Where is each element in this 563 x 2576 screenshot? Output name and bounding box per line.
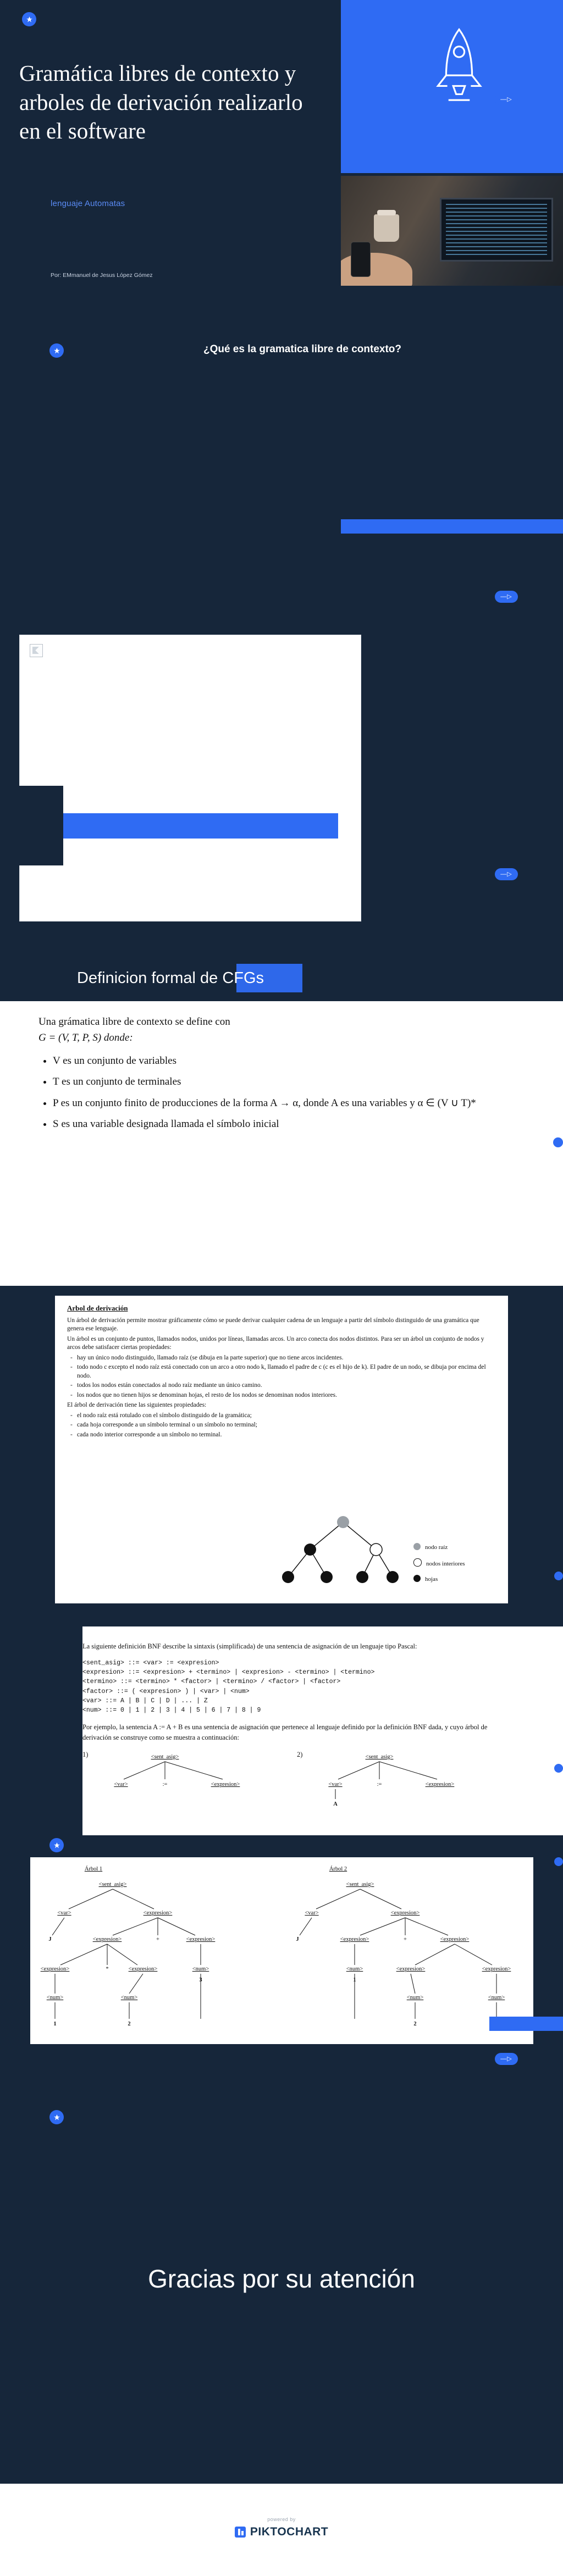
tree2-num-1: <num> <box>406 1995 424 2001</box>
piktochart-logo[interactable] <box>235 2525 328 2539</box>
tree1-num-2: <num> <box>120 1995 138 2001</box>
slide5-prop-item: - cada hoja corresponde a un símbolo terminal o un símbolo no terminal; <box>77 1421 496 1430</box>
slide5-prop-item: - el nodo raíz está rotulado con el símbolo distinguido de la gramática; <box>77 1412 496 1420</box>
slide1-badge-icon <box>22 12 36 26</box>
tree2-expr-rl: <expresion> <box>396 1966 426 1972</box>
tree2-num-2: <num> <box>488 1995 505 2001</box>
tree1-leaf-2: 2 <box>128 2021 131 2027</box>
slide-title <box>0 0 563 330</box>
slide-definicion-formal <box>0 956 563 1286</box>
tree1-op2: * <box>106 1966 109 1972</box>
legend-label: hojas <box>425 1576 438 1583</box>
tree1-num-1: <num> <box>46 1995 64 2001</box>
tree1-expr-r: <expresion> <box>186 1936 216 1942</box>
slide4-body <box>38 1014 522 1137</box>
slide3-dark-block <box>0 786 63 865</box>
slide6-paragraph: Por ejemplo, la sentencia A := A + B es una sentencia de asignación que pertenece al lenguaje definido por la definición BNF dada, y cuyo árbol de derivación se construye como se muestra a continuación: <box>82 1723 488 1741</box>
bnf-line: <expresion> ::= <expresion> + <termino> | <expresion> - <termino> | <termino> <box>82 1669 375 1676</box>
slide1-subtitle: lenguaje Automatas <box>51 199 125 208</box>
slide7-dot-marker <box>554 1857 563 1866</box>
tree1-title: Árbol 1 <box>84 1866 103 1872</box>
tree2-var: <var> <box>305 1910 319 1916</box>
tree1-expr-lr: <expresion> <box>128 1966 158 1972</box>
slide6-dot-marker <box>554 1764 563 1773</box>
slide-bnf <box>0 1626 563 1835</box>
tree1-expr: <expresion> <box>143 1910 173 1916</box>
example2-right: <expresion> <box>425 1781 455 1787</box>
page-title: Gramática libres de contexto y arboles de derivación realizarlo en el software <box>19 60 303 144</box>
example2-root: <sent_asig> <box>365 1753 394 1760</box>
legend-inner-swatch <box>413 1558 422 1567</box>
phone-graphic <box>351 242 371 277</box>
slide4-bullet: • T es un conjunto de terminales <box>53 1074 522 1090</box>
slide5-prop-item: - cada nodo interior corresponde a un símbolo no terminal. <box>77 1431 496 1440</box>
tree1-var-leaf: J <box>48 1936 52 1942</box>
slide5-prop-list <box>77 1354 496 1400</box>
example2-tree <box>308 1750 489 1810</box>
tree2-leaf-1: 1 <box>353 1977 356 1983</box>
slide-arbol-derivacion <box>0 1286 563 1626</box>
bnf-line: <factor> ::= ( <expresion> ) | <var> | <num> <box>82 1687 250 1695</box>
powered-by-label: powered by <box>267 2517 296 2522</box>
tree2-num-l: <num> <box>346 1966 363 1972</box>
slide-image-placeholder <box>0 626 563 956</box>
tree2-expr-r: <expresion> <box>440 1936 470 1942</box>
slide7-badge-icon <box>49 1838 64 1852</box>
slide5-prop-item: - todo nodo c excepto el nodo raíz está conectado con un arco a otro nodo k, llamado el padre de c (c es el hijo de k). El padre de un nodo, se dibuja por encima del nodo. <box>77 1363 496 1380</box>
monitor-graphic <box>440 198 553 262</box>
slide2-blue-bar <box>341 519 563 534</box>
slide4-bullet: • V es un conjunto de variables <box>53 1053 522 1069</box>
example1-left: <var> <box>114 1781 128 1787</box>
slide6-paragraph: La siguiente definición BNF describe la sintaxis (simplificada) de una sentencia de asignación de un lenguaje tipo Pascal: <box>82 1642 417 1650</box>
footer <box>0 2484 563 2576</box>
legend-label: nodo raíz <box>425 1544 448 1551</box>
example1-tree <box>93 1750 275 1810</box>
slide3-white-card <box>19 635 361 921</box>
thanks-text: Gracias por su atención <box>148 2264 415 2293</box>
tree1-num-r: <num> <box>192 1966 209 1972</box>
example1-right: <expresion> <box>211 1781 240 1787</box>
slide4-bullet: • S es una variable designada llamada el símbolo inicial <box>53 1116 522 1132</box>
tree1-expr-l: <expresion> <box>92 1936 122 1942</box>
example2-left: <var> <box>328 1781 343 1787</box>
example1-op: := <box>162 1781 168 1787</box>
piktochart-mark-icon <box>235 2527 246 2538</box>
slide4-intro-line2: G = (V, T, P, S) donde: <box>38 1032 133 1044</box>
slide5-paragraph: Un árbol es un conjunto de puntos, llamados nodos, unidos por líneas, llamadas arcos. Un arco conecta dos nodos distintos. Para ser un árbol un conjunto de nodos y arcos debe satisfacer ciertas propiedades: <box>67 1335 484 1351</box>
slide5-prop-list-2 <box>77 1412 496 1440</box>
slide7-white-card <box>30 1857 533 2044</box>
legend-label: nodos interiores <box>426 1561 465 1568</box>
slide3-blue-block <box>63 813 338 839</box>
slide1-next-button[interactable]: —▷ <box>495 93 518 106</box>
slide6-content <box>82 1634 500 1816</box>
slide4-bullet-list <box>53 1053 522 1132</box>
slide4-heading: Definicion formal de CFGs <box>77 969 264 987</box>
bnf-line: <sent_asig> ::= <var> := <expresion> <box>82 1659 219 1667</box>
bnf-line: <num> ::= 0 | 1 | 2 | 3 | 4 | 5 | 6 | 7 | 8 | 9 <box>82 1707 261 1714</box>
legend-leaf-swatch <box>413 1575 421 1582</box>
bnf-block <box>82 1658 500 1716</box>
slide5-paragraph: El árbol de derivación tiene las siguientes propiedades: <box>67 1402 207 1409</box>
bnf-line: <var> ::= A | B | C | D | ... | Z <box>82 1697 208 1705</box>
tree1-var: <var> <box>57 1910 71 1916</box>
tree2-title: Árbol 2 <box>329 1866 347 1872</box>
tree2-expr-rr: <expresion> <box>482 1966 511 1972</box>
derivation-trees-diagram <box>30 1857 533 2044</box>
legend-item <box>413 1575 496 1584</box>
slide-gracias <box>0 2099 563 2484</box>
slide5-doc-title: Arbol de derivación <box>67 1304 128 1312</box>
slide2-next-button[interactable]: —▷ <box>495 591 518 603</box>
slide7-next-button[interactable]: —▷ <box>495 2053 518 2065</box>
example2-leaf: A <box>333 1801 338 1807</box>
slide5-prop-item: - los nodos que no tienen hijos se denominan hojas, el resto de los nodos se denominan nodos interiores. <box>77 1391 496 1400</box>
tree1-leaf-1: 1 <box>53 2021 57 2027</box>
slide5-prop-item: - hay un único nodo distinguido, llamado raíz (se dibuja en la parte superior) que no tiene arcos incidentes. <box>77 1354 496 1363</box>
tree1-leaf-3: 3 <box>199 1977 202 1983</box>
slide4-bullet: • P es un conjunto finito de producciones de la forma A → α, donde A es una variables y α ∈ (V ∪ T)* <box>53 1095 522 1111</box>
slide3-next-button[interactable]: —▷ <box>495 868 518 880</box>
slide4-dot-marker <box>553 1137 563 1147</box>
desk-photo <box>341 176 563 286</box>
tree1-expr-ll: <expresion> <box>40 1966 70 1972</box>
rocket-icon <box>429 25 489 107</box>
slide-question <box>0 330 563 626</box>
example1-label: 1) <box>82 1750 89 1758</box>
slide4-header-bar <box>0 956 563 1001</box>
tree2-root: <sent_asig> <box>346 1881 374 1887</box>
example2-label: 2) <box>297 1750 303 1758</box>
slide-arboles-comparados <box>0 1835 563 2099</box>
slide5-document <box>55 1296 508 1603</box>
piktochart-wordmark: PIKTOCHART <box>250 2525 329 2538</box>
tree2-op: + <box>404 1936 407 1942</box>
slide6-dark-block <box>0 1626 82 1835</box>
bnf-line: <termino> ::= <termino> * <factor> | <termino> / <factor> | <factor> <box>82 1678 341 1686</box>
example1-root: <sent_asig> <box>151 1753 179 1760</box>
legend-item <box>413 1543 496 1552</box>
slide8-badge-icon <box>49 2110 64 2124</box>
slide1-author: Por: EMmanuel de Jesus López Gómez <box>51 272 153 279</box>
tree-legend <box>413 1536 496 1590</box>
slide7-blue-bar <box>489 2017 563 2031</box>
tree2-expr: <expresion> <box>390 1910 420 1916</box>
slide2-badge-icon <box>49 343 64 358</box>
slide5-dot-marker <box>554 1572 563 1580</box>
tree1-root: <sent_asig> <box>98 1881 127 1887</box>
tree1-op: + <box>156 1936 159 1942</box>
example2-op: := <box>377 1781 382 1787</box>
slide2-title: ¿Qué es la gramatica libre de contexto? <box>203 343 402 355</box>
tree2-expr-l: <expresion> <box>340 1936 369 1942</box>
legend-root-swatch <box>413 1543 421 1550</box>
slide5-prop-item: - todos los nodos están conectados al nodo raíz mediante un único camino. <box>77 1381 496 1390</box>
legend-item <box>413 1558 496 1568</box>
slide4-intro-line1: Una grámatica libre de contexto se define con <box>38 1016 230 1028</box>
slide5-dark-block <box>0 1368 55 1533</box>
tree2-var-leaf: J <box>296 1936 299 1942</box>
coffee-cup-graphic <box>374 214 399 242</box>
broken-image-icon <box>30 644 43 657</box>
slide5-paragraph: Un árbol de derivación permite mostrar gráficamente cómo se puede derivar cualquier cadena de un lenguaje a partir del símbolo distinguido de una gramática que genera ese lenguaje. <box>67 1317 479 1333</box>
tree2-leaf-2: 2 <box>413 2021 417 2027</box>
